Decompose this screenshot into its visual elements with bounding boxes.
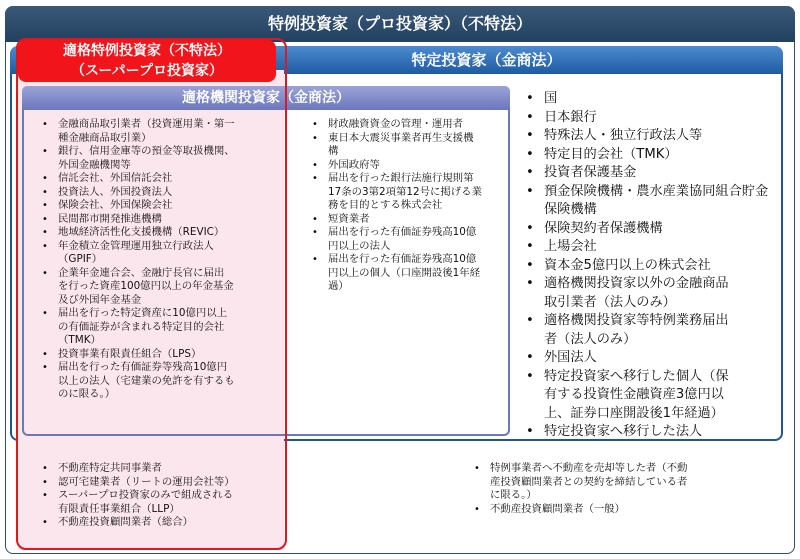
list-item [42,476,282,490]
list-item-line: の有価証券が含まれる特定目的会社 [58,320,225,333]
list-item [524,423,780,442]
list-item-line: • 地域経済活性化支援機構（REVIC） [58,226,225,238]
list-item-line: のに限る。） [58,388,116,400]
list-item-line: 以上の法人（宅建業の免許を有するも [58,374,235,387]
list-item [524,275,780,312]
list-item-line: （GPIF） [58,253,103,265]
list-item [42,118,282,145]
super-pro-list [42,462,282,530]
list-item-line: • 不動産特定共同事業者 [58,462,162,474]
list-item [312,172,508,213]
list-item-line: 構 [328,145,339,157]
list-item [312,253,508,294]
list-item-line: • 投資事業有限責任組合（LPS） [58,347,202,360]
list-item-line: • 信託会社、外国信託会社 [58,172,173,184]
super-pro-title-line-1: 適格特例投資家（不特法） [63,43,231,59]
list-item-line: 上、証券口座開設後1年経過） [544,405,724,421]
list-item-line: 種金融商品取引業） [58,131,152,144]
list-item [42,348,282,362]
tokurei-investor-title: 特例投資家（プロ投資家）（不特法） [5,6,795,42]
list-item-line: • 金融商品取引業者（投資運用業・第一 [58,118,235,130]
list-item [42,199,282,213]
list-item-line: 取引業者（法人のみ） [544,294,676,310]
list-item [42,516,282,530]
list-item [524,368,780,424]
tokurei-investor-list [474,462,774,516]
list-item [312,226,508,253]
list-item [42,361,282,402]
list-item-line: • 適格機関投資家等特例業務届出 [544,313,729,328]
list-item [42,489,282,516]
list-item-line: を行った資産100億円以上の年金基金 [58,280,234,292]
tokutei-investor-list [524,90,780,442]
super-pro-title [18,40,276,82]
list-item-line: • 保険会社、外国保険会社 [58,199,173,211]
list-item-line: • 届出を行った有価証券残高10億 [328,253,477,265]
list-item [524,127,780,146]
list-item-line: • 東日本大震災事業者再生支援機 [328,131,474,144]
qii-left-list [42,118,282,402]
list-item [474,503,774,517]
list-item [524,183,780,220]
list-item-line: 外国金融機関等 [58,158,131,171]
list-item-line: 及び外国年金基金 [58,293,142,306]
list-item-line: • 上場会社 [544,239,597,254]
list-item [42,307,282,348]
list-item [42,213,282,227]
list-item-line: • 財政融資資金の管理・運用者 [328,118,464,130]
list-item-line: • 銀行、信用金庫等の預金等取扱機関、 [58,145,235,157]
list-item [42,240,282,267]
list-item-line: • 短資業者 [328,212,370,225]
list-item [524,238,780,257]
list-item-line: • 特定目的会社（TMK） [544,146,678,162]
list-item [42,172,282,186]
list-item-line: • 投資者保護基金 [544,165,637,180]
list-item-line: 円以上の個人（口座開設後1年経 [328,266,481,279]
list-item-line: • 外国政府等 [328,158,380,171]
list-item-line: • 企業年金連合会、金融庁長官に届出 [58,266,225,279]
list-item [524,109,780,128]
list-item-line: • 民間都市開発推進機構 [58,212,162,225]
list-item-line: • 日本銀行 [544,109,597,125]
list-item-line: • 投資法人、外国投資法人 [58,185,173,198]
qii-right-list [312,118,508,294]
list-item [524,164,780,183]
list-item-line: • 資本金5億円以上の株式会社 [544,257,711,273]
list-item-line: • 届出を行った有価証券等残高10億円 [58,361,228,373]
list-item-line: 有限責任事業組合（LLP） [58,502,180,515]
list-item [474,462,774,503]
list-item-line: 過） [328,280,349,292]
list-item-line: （TMK） [58,334,101,346]
list-item [524,90,780,109]
list-item-line: • 保険契約者保護機構 [544,220,663,236]
list-item [312,132,508,159]
list-item [42,462,282,476]
list-item [312,118,508,132]
super-pro-title-line-2: （スーパープロ投資家） [71,63,223,79]
list-item-line: • 届出を行った有価証券残高10億 [328,226,477,238]
list-item [42,145,282,172]
list-item [524,312,780,349]
list-item-line: 有する投資性金融資産3億円以 [544,387,724,402]
list-item-line: • 特例事業者へ不動産を売却等した者（不動 [490,462,688,474]
list-item-line: に限る。） [490,489,537,501]
list-item [312,159,508,173]
list-item-line: • 不動産投資顧問業者（総合） [58,516,194,528]
list-item-line: • 適格機関投資家以外の金融商品 [544,276,729,291]
list-item-line: • 外国法人 [544,350,597,365]
list-item-line: 円以上の法人 [328,239,391,252]
list-item [42,186,282,200]
list-item-line: • 特定投資家へ移行した法人 [544,424,703,439]
list-item-line: • 特定投資家へ移行した個人（保 [544,368,729,384]
list-item-line: • スーパープロ投資家のみで組成される [58,489,234,501]
list-item-line: • 年金積立金管理運用独立行政法人 [58,239,214,252]
list-item [524,349,780,368]
list-item [312,213,508,227]
list-item-line: • 不動産投資顧問業者（一般） [490,502,626,515]
list-item-line: • 特殊法人・独立行政法人等 [544,128,703,143]
qii-title: 適格機関投資家（金商法） [22,86,510,110]
list-item [42,226,282,240]
list-item [524,220,780,239]
list-item-line: • 届出を行った特定資産に10億円以上 [58,307,228,319]
list-item [42,267,282,308]
list-item-line: • 国 [544,91,558,106]
list-item [524,146,780,165]
list-item-line: • 認可宅建業者（リートの運用会社等） [58,475,235,488]
list-item-line: 務を目的とする株式会社 [328,199,443,211]
list-item [524,257,780,276]
tokutei-investor-title: 特定投資家（金商法） [10,46,783,74]
list-item-line: • 預金保険機構・農水産業協同組合貯金保険機構 [544,183,769,217]
list-item-line: 産投資顧問業者との契約を締結している者 [490,475,688,488]
list-item-line: • 届出を行った銀行法施行規則第 [328,172,474,184]
list-item-line: 17条の3第2項第12号に掲げる業 [328,185,482,198]
list-item-line: 者（法人のみ） [544,331,637,347]
